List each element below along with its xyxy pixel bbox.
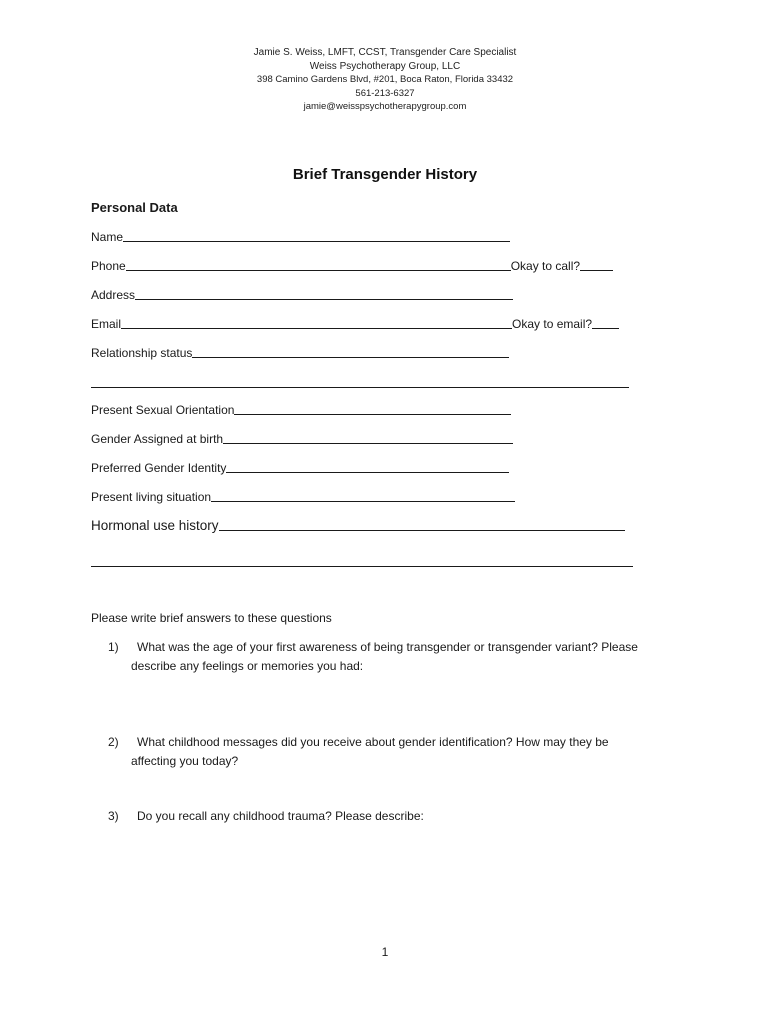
relationship-input-line[interactable] bbox=[192, 346, 509, 358]
okay-to-call-input-line[interactable] bbox=[580, 259, 613, 271]
question-text-continued: describe any feelings or memories you had: bbox=[131, 659, 364, 673]
email-field-row bbox=[91, 317, 619, 331]
hormonal-field-row bbox=[91, 518, 625, 533]
question-text: What was the age of your first awareness of being transgender or transgender variant? Please bbox=[137, 640, 638, 654]
relationship-label: Relationship status bbox=[91, 346, 193, 360]
gender-birth-input-line[interactable] bbox=[223, 432, 513, 444]
name-field-row bbox=[91, 230, 510, 244]
preferred-gender-input-line[interactable] bbox=[226, 461, 509, 473]
living-situation-label: Present living situation bbox=[91, 490, 212, 504]
gender-birth-field-row bbox=[91, 432, 513, 446]
address-label: Address bbox=[91, 288, 136, 302]
phone-input-line[interactable] bbox=[126, 259, 511, 271]
letterhead-phone: 561-213-6327 bbox=[355, 87, 415, 99]
email-label: Email bbox=[91, 317, 122, 331]
questions-intro: Please write brief answers to these questions bbox=[91, 611, 332, 625]
orientation-label: Present Sexual Orientation bbox=[91, 403, 235, 417]
preferred-gender-label: Preferred Gender Identity bbox=[91, 461, 227, 475]
question-1 bbox=[108, 638, 688, 676]
gender-birth-label: Gender Assigned at birth bbox=[91, 432, 224, 446]
phone-field-row bbox=[91, 259, 613, 273]
form-title: Brief Transgender History bbox=[292, 166, 478, 183]
question-number: 2) bbox=[108, 735, 119, 749]
address-field-row bbox=[91, 288, 513, 302]
letterhead-email: jamie@weisspsychotherapygroup.com bbox=[303, 101, 467, 112]
question-text: What childhood messages did you receive about gender identification? How may they be bbox=[137, 735, 609, 749]
okay-to-email-label: Okay to email? bbox=[512, 317, 593, 331]
address-input-line[interactable] bbox=[135, 288, 513, 300]
email-input-line[interactable] bbox=[121, 317, 512, 329]
question-3 bbox=[108, 807, 688, 826]
question-text-continued: affecting you today? bbox=[131, 754, 239, 768]
hormonal-label: Hormonal use history bbox=[91, 518, 219, 533]
letterhead-practice: Weiss Psychotherapy Group, LLC bbox=[309, 60, 461, 72]
preferred-gender-field-row bbox=[91, 461, 509, 475]
letterhead bbox=[0, 46, 770, 114]
relationship-continuation-line[interactable] bbox=[91, 387, 629, 388]
name-input-line[interactable] bbox=[123, 230, 510, 242]
hormonal-continuation-line[interactable] bbox=[91, 566, 633, 567]
orientation-input-line[interactable] bbox=[234, 403, 511, 415]
orientation-field-row bbox=[91, 403, 511, 417]
question-text: Do you recall any childhood trauma? Please describe: bbox=[137, 809, 424, 823]
hormonal-input-line[interactable] bbox=[219, 518, 625, 531]
page-number: 1 bbox=[381, 945, 389, 959]
letterhead-address: 398 Camino Gardens Blvd, #201, Boca Raton, Florida 33432 bbox=[256, 74, 514, 85]
phone-label: Phone bbox=[91, 259, 126, 273]
okay-to-email-input-line[interactable] bbox=[592, 317, 619, 329]
okay-to-call-label: Okay to call? bbox=[510, 259, 581, 273]
name-label: Name bbox=[91, 230, 124, 244]
question-number: 3) bbox=[108, 809, 119, 823]
letterhead-name: Jamie S. Weiss, LMFT, CCST, Transgender Care Specialist bbox=[253, 47, 517, 58]
living-situation-input-line[interactable] bbox=[211, 490, 515, 502]
question-number: 1) bbox=[108, 640, 119, 654]
question-2 bbox=[108, 733, 688, 771]
section-heading-personal-data: Personal Data bbox=[91, 200, 178, 215]
relationship-field-row bbox=[91, 346, 509, 360]
living-situation-field-row bbox=[91, 490, 515, 504]
